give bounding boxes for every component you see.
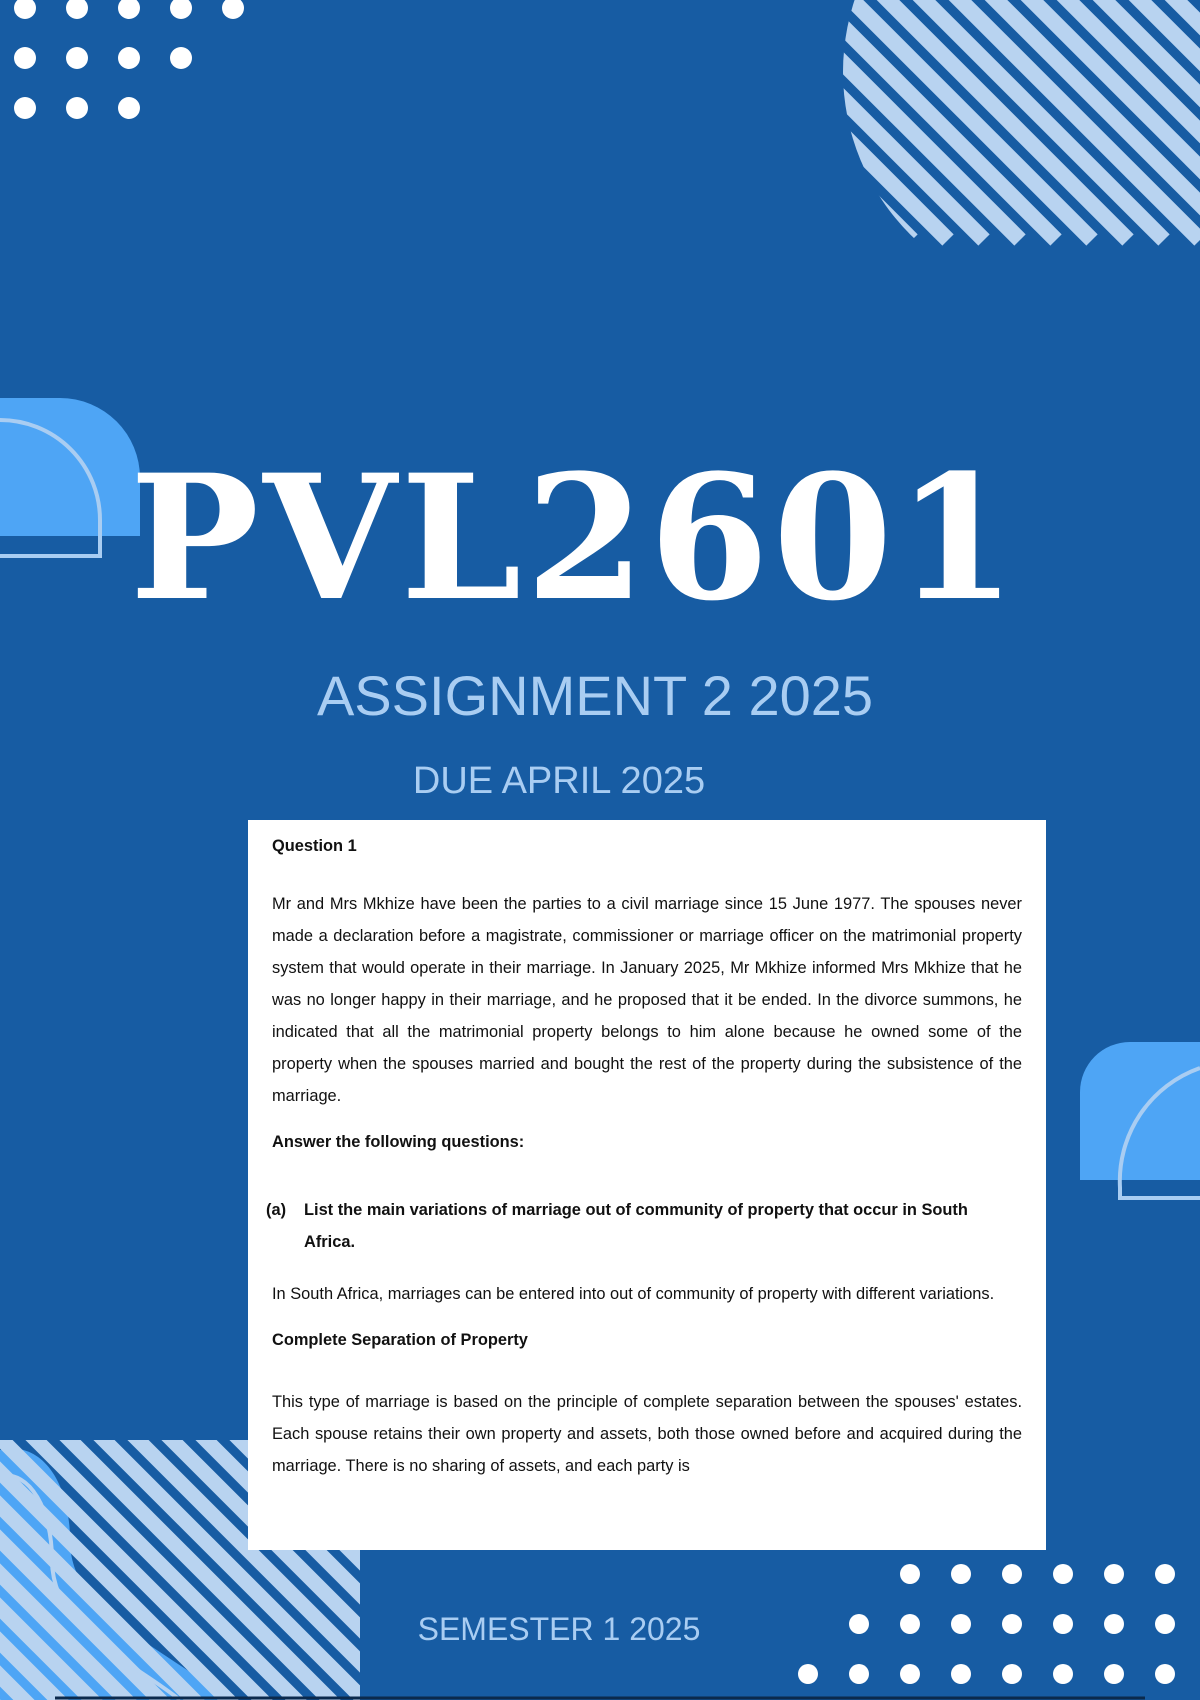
decorative-dot — [1155, 1664, 1175, 1684]
document-excerpt — [248, 820, 1046, 1550]
section-heading: Complete Separation of Property — [272, 1331, 528, 1349]
question-a-label: (a) — [266, 1201, 287, 1219]
decorative-dot — [66, 47, 88, 69]
quarter-circle-right — [1080, 1042, 1200, 1198]
decorative-dot — [222, 0, 244, 19]
decorative-dot — [14, 47, 36, 69]
decorative-dot — [1104, 1564, 1124, 1584]
decorative-dot — [1002, 1664, 1022, 1684]
answer-intro: In South Africa, marriages can be entered into out of community of property with different variations. — [272, 1285, 995, 1303]
section-paragraph: This type of marriage is based on the principle of complete separation between the spouses' estates. Each spouse retains their own property and assets, both those owned before and acquired during the marriage. There is no sharing of assets, and each party is — [272, 1393, 1022, 1475]
due-date: DUE APRIL 2025 — [412, 760, 706, 802]
decorative-dot — [951, 1664, 971, 1684]
decorative-dot — [66, 97, 88, 119]
decorative-dot — [1053, 1564, 1073, 1584]
dot-grid-top-left — [14, 0, 244, 119]
decorative-dot — [66, 0, 88, 19]
decorative-dot — [14, 97, 36, 119]
decorative-dot — [14, 0, 36, 19]
decorative-dot — [1155, 1564, 1175, 1584]
decorative-dot — [1002, 1564, 1022, 1584]
decorative-dot — [118, 97, 140, 119]
decorative-dot — [951, 1564, 971, 1584]
decorative-dot — [170, 47, 192, 69]
decorative-stripe — [440, 0, 840, 240]
instruction-heading: Answer the following questions: — [272, 1133, 525, 1151]
decorative-dot — [900, 1664, 920, 1684]
decorative-dot — [118, 47, 140, 69]
decorative-dot — [849, 1664, 869, 1684]
decorative-dot — [1053, 1664, 1073, 1684]
course-code-title: PVL2601 — [129, 436, 1021, 639]
question-a — [266, 1194, 1022, 1258]
decorative-dot — [170, 0, 192, 19]
question-title: Question 1 — [272, 837, 357, 855]
striped-circle-top-right — [440, 0, 1200, 240]
scenario-paragraph: Mr and Mrs Mkhize have been the parties to a civil marriage since 15 June 1977. The spouses never made a declaration before a magistrate, commissioner or marriage officer on the matrimonial property system that would operate in their marriage. In January 2025, Mr Mkhize informed Mrs Mkhize that he was no longer happy in their marriage, and he proposed that it be ended. In the divorce summons, he indicated that all the matrimonial property belongs to him alone because he owned some of the property when the spouses married and bought the rest of the property during the subsistence of the marriage. — [272, 895, 1022, 1105]
decorative-dot — [798, 1664, 818, 1684]
assignment-subtitle: ASSIGNMENT 2 2025 — [316, 664, 874, 727]
decorative-dot — [1155, 1614, 1175, 1634]
question-a-text: List the main variations of marriage out of community of property that occur in South Africa. — [304, 1201, 968, 1251]
decorative-dot — [118, 0, 140, 19]
decorative-dot — [900, 1564, 920, 1584]
semester-label: SEMESTER 1 2025 — [417, 1611, 701, 1647]
decorative-stripe — [476, 0, 876, 240]
decorative-dot — [1104, 1664, 1124, 1684]
